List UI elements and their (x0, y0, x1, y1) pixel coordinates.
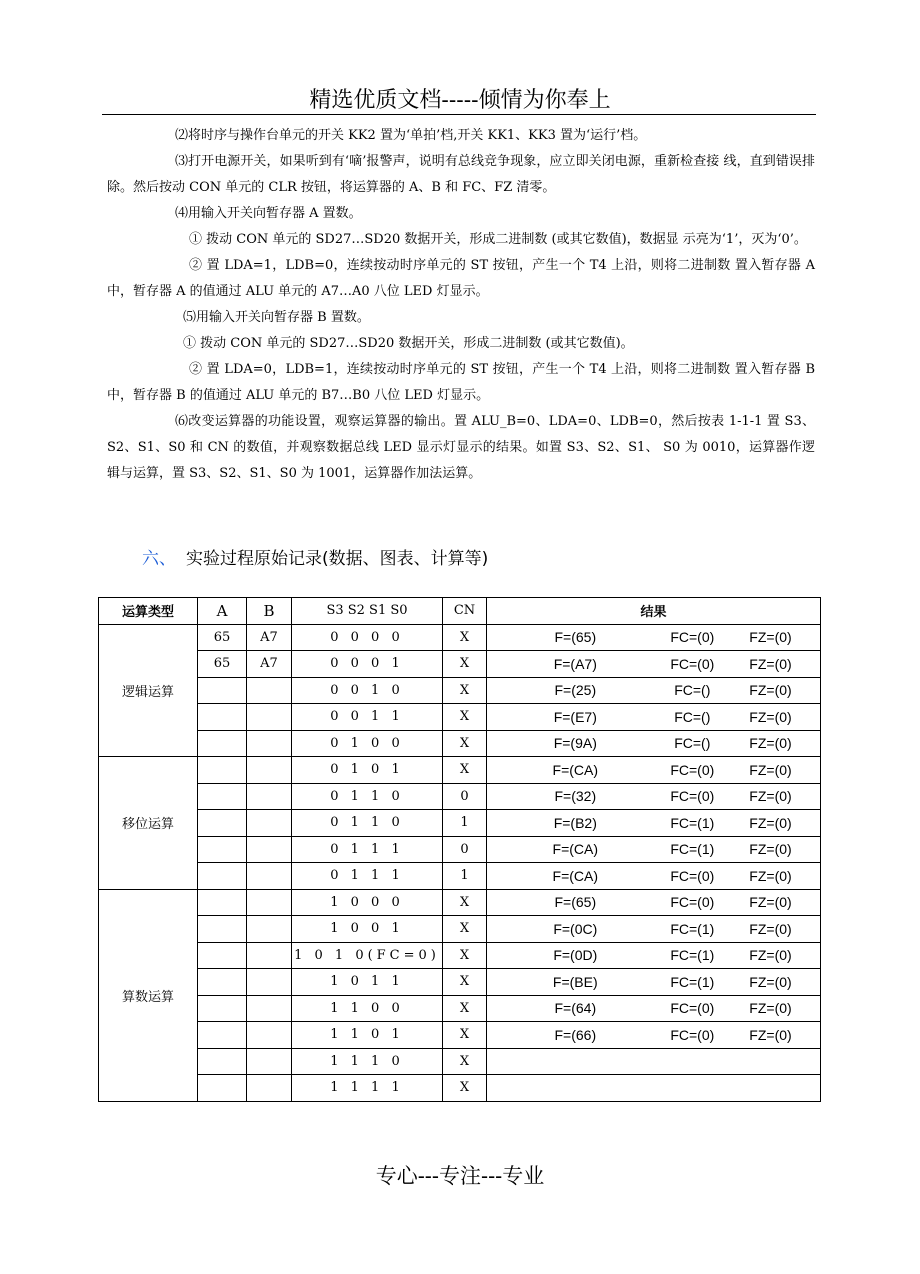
fz-value: FZ=(0) (749, 920, 792, 937)
a-cell (198, 783, 247, 810)
fc-value: FC=() (674, 682, 711, 699)
section-heading (142, 544, 488, 569)
s-bits-cell: 0 1 1 0 (292, 783, 443, 810)
s-bits-cell: 1 0 0 1 (292, 916, 443, 943)
fc-value: FC=() (674, 708, 711, 725)
f-value: F=(65) (554, 629, 597, 646)
cn-cell: X (443, 969, 487, 996)
result-cell (487, 677, 821, 704)
result-cell (487, 889, 821, 916)
header-result: 结果 (487, 598, 821, 625)
cn-cell: X (443, 651, 487, 678)
header-b: B (247, 598, 292, 625)
cn-cell: 0 (443, 836, 487, 863)
f-value: F=(66) (554, 1026, 597, 1043)
b-cell (247, 942, 292, 969)
s-bits-cell: 1 1 0 0 (292, 995, 443, 1022)
op-type-cell: 逻辑运算 (99, 624, 198, 757)
b-cell (247, 704, 292, 731)
header-divider (102, 114, 816, 115)
section-number: 六、 (142, 549, 176, 569)
a-cell (198, 677, 247, 704)
f-value: F=(32) (554, 788, 597, 805)
result-cell (487, 730, 821, 757)
fz-value: FZ=(0) (749, 761, 792, 778)
table-header-row (99, 598, 821, 625)
b-cell (247, 730, 292, 757)
a-cell (198, 969, 247, 996)
cn-cell: X (443, 730, 487, 757)
b-cell (247, 1075, 292, 1102)
header-op-type: 运算类型 (99, 598, 198, 625)
table-row (99, 969, 821, 996)
step-6: ⑹改变运算器的功能设置，观察运算器的输出。置 ALU_B=0、LDA=0、LDB=0，然后按表 1-1-1 置 S3、S2、S1、S0 和 CN 的数值，并观察数据总线 LED 显示灯显示的结果。如置 S3、S2、S1、 S0 为 0010，运算器作逻辑与运算，置 S3、S2、S1、S0 为 1001，运算器作加法运算。 (107, 414, 815, 481)
b-cell (247, 863, 292, 890)
result-cell (487, 995, 821, 1022)
b-cell (247, 810, 292, 837)
cn-cell: X (443, 1022, 487, 1049)
cn-cell: 0 (443, 783, 487, 810)
b-cell (247, 757, 292, 784)
table-row (99, 942, 821, 969)
procedure-text (107, 123, 815, 487)
a-cell (198, 1075, 247, 1102)
fc-value: FC=(0) (670, 655, 715, 672)
fc-value: FC=(0) (670, 1026, 715, 1043)
f-value: F=(A7) (553, 655, 597, 672)
fc-value: FC=(0) (670, 629, 715, 646)
table-row (99, 757, 821, 784)
op-type-cell: 算数运算 (99, 889, 198, 1101)
fc-value: FC=() (674, 735, 711, 752)
b-cell (247, 677, 292, 704)
s-bits-cell: 1 1 1 1 (292, 1075, 443, 1102)
b-cell (247, 889, 292, 916)
table-row (99, 651, 821, 678)
fc-value: FC=(0) (670, 894, 715, 911)
fz-value: FZ=(0) (749, 788, 792, 805)
fz-value: FZ=(0) (749, 973, 792, 990)
cn-cell: X (443, 942, 487, 969)
result-cell (487, 624, 821, 651)
s-bits-cell: 0 0 0 1 (292, 651, 443, 678)
table-row (99, 810, 821, 837)
a-cell (198, 836, 247, 863)
a-cell (198, 704, 247, 731)
s-bits-cell: 0 1 1 0 (292, 810, 443, 837)
fz-value: FZ=(0) (749, 1026, 792, 1043)
fc-value: FC=(0) (670, 867, 715, 884)
page-footer: 专心---专注---专业 (375, 1164, 545, 1188)
a-cell (198, 889, 247, 916)
f-value: F=(9A) (553, 735, 597, 752)
fc-value: FC=(1) (670, 814, 715, 831)
header-a: A (198, 598, 247, 625)
fz-value: FZ=(0) (749, 682, 792, 699)
header-cn: CN (443, 598, 487, 625)
table-row (99, 916, 821, 943)
a-cell (198, 1048, 247, 1075)
cn-cell: X (443, 677, 487, 704)
fz-value: FZ=(0) (749, 814, 792, 831)
b-cell (247, 969, 292, 996)
fz-value: FZ=(0) (749, 867, 792, 884)
fz-value: FZ=(0) (749, 894, 792, 911)
s-bits-cell: 0 1 1 1 (292, 863, 443, 890)
f-value: F=(BE) (552, 973, 598, 990)
result-cell (487, 836, 821, 863)
fz-value: FZ=(0) (749, 655, 792, 672)
s-bits-cell: 1 0 1 1 (292, 969, 443, 996)
cn-cell: 1 (443, 863, 487, 890)
step-4-2: ② 置 LDA=1，LDB=0，连续按动时序单元的 ST 按钮，产生一个 T4 上沿，则将二进制数 置入暂存器 A 中，暂存器 A 的值通过 ALU 单元的 A7…A0 八位 LED 灯显示。 (107, 258, 815, 299)
result-cell (487, 942, 821, 969)
table-row (99, 624, 821, 651)
fz-value: FZ=(0) (749, 735, 792, 752)
a-cell: 65 (198, 624, 247, 651)
f-value: F=(CA) (552, 841, 599, 858)
table-row (99, 836, 821, 863)
result-cell (487, 810, 821, 837)
step-5-2: ② 置 LDA=0，LDB=1，连续按动时序单元的 ST 按钮，产生一个 T4 上沿，则将二进制数 置入暂存器 B 中，暂存器 B 的值通过 ALU 单元的 B7…B0 八位 LED 灯显示。 (107, 362, 815, 403)
f-value: F=(64) (554, 1000, 597, 1017)
f-value: F=(B2) (553, 814, 597, 831)
fc-value: FC=(1) (670, 947, 715, 964)
b-cell: A7 (247, 651, 292, 678)
fz-value: FZ=(0) (749, 629, 792, 646)
b-cell: A7 (247, 624, 292, 651)
s-bits-cell: 0 1 0 1 (292, 757, 443, 784)
fc-value: FC=(1) (670, 973, 715, 990)
page-header: 精选优质文档-----倾情为你奉上 (309, 88, 611, 113)
f-value: F=(0D) (553, 947, 598, 964)
fz-value: FZ=(0) (749, 841, 792, 858)
step-4-1: ① 拨动 CON 单元的 SD27…SD20 数据开关，形成二进制数 (或其它数值)，数据显 示亮为‘1’，灭为‘0’。 (189, 232, 807, 247)
s-bits-cell: 0 1 1 1 (292, 836, 443, 863)
cn-cell: X (443, 995, 487, 1022)
f-value: F=(E7) (553, 708, 597, 725)
b-cell (247, 1022, 292, 1049)
b-cell (247, 995, 292, 1022)
result-cell (487, 1022, 821, 1049)
a-cell (198, 916, 247, 943)
step-5: ⑸用输入开关向暂存器 B 置数。 (183, 310, 370, 325)
table-row (99, 783, 821, 810)
cn-cell: X (443, 624, 487, 651)
fc-value: FC=(0) (670, 1000, 715, 1017)
result-cell (487, 863, 821, 890)
table-row (99, 995, 821, 1022)
s-bits-cell: 1 0 0 0 (292, 889, 443, 916)
a-cell: 65 (198, 651, 247, 678)
a-cell (198, 810, 247, 837)
table-row (99, 1075, 821, 1102)
fz-value: FZ=(0) (749, 708, 792, 725)
table-row (99, 889, 821, 916)
fc-value: FC=(1) (670, 841, 715, 858)
f-value: F=(CA) (552, 761, 599, 778)
table-row (99, 1048, 821, 1075)
result-cell (487, 704, 821, 731)
step-3: ⑶打开电源开关，如果听到有‘嘀’报警声，说明有总线竞争现象，应立即关闭电源，重新检查接 线，直到错误排除。然后按动 CON 单元的 CLR 按钮，将运算器的 A、B 和 FC、FZ 清零。 (107, 154, 815, 195)
record-table (98, 597, 821, 1102)
b-cell (247, 783, 292, 810)
result-cell (487, 757, 821, 784)
f-value: F=(65) (554, 894, 597, 911)
a-cell (198, 995, 247, 1022)
step-4: ⑷用输入开关向暂存器 A 置数。 (175, 206, 362, 221)
s-bits-cell: 0 0 1 0 (292, 677, 443, 704)
result-cell (487, 1048, 821, 1075)
fc-value: FC=(1) (670, 920, 715, 937)
table-row (99, 1022, 821, 1049)
cn-cell: X (443, 889, 487, 916)
s-bits-cell: 1 0 1 0(FC=0) (292, 942, 443, 969)
section-title: 实验过程原始记录(数据、图表、计算等) (186, 549, 489, 569)
op-type-cell: 移位运算 (99, 757, 198, 890)
step-5-1: ① 拨动 CON 单元的 SD27…SD20 数据开关，形成二进制数 (或其它数值)。 (183, 336, 634, 351)
cn-cell: X (443, 1048, 487, 1075)
a-cell (198, 942, 247, 969)
result-cell (487, 1075, 821, 1102)
table-row (99, 730, 821, 757)
fz-value: FZ=(0) (749, 947, 792, 964)
s-bits-cell: 1 1 1 0 (292, 1048, 443, 1075)
a-cell (198, 1022, 247, 1049)
fc-value: FC=(0) (670, 761, 715, 778)
cn-cell: X (443, 757, 487, 784)
f-value: F=(0C) (553, 920, 598, 937)
table-row (99, 677, 821, 704)
result-cell (487, 916, 821, 943)
b-cell (247, 1048, 292, 1075)
a-cell (198, 757, 247, 784)
s-bits-cell: 0 1 0 0 (292, 730, 443, 757)
b-cell (247, 836, 292, 863)
result-cell (487, 783, 821, 810)
fc-value: FC=(0) (670, 788, 715, 805)
a-cell (198, 863, 247, 890)
s-bits-cell: 0 0 1 1 (292, 704, 443, 731)
table-row (99, 863, 821, 890)
cn-cell: X (443, 916, 487, 943)
f-value: F=(CA) (552, 867, 599, 884)
step-2: ⑵将时序与操作台单元的开关 KK2 置为‘单拍’档,开关 KK1、KK3 置为‘运行’档。 (175, 128, 647, 143)
header-s-bits: S3 S2 S1 S0 (292, 598, 443, 625)
a-cell (198, 730, 247, 757)
table-row (99, 704, 821, 731)
cn-cell: X (443, 1075, 487, 1102)
b-cell (247, 916, 292, 943)
s-bits-cell: 0 0 0 0 (292, 624, 443, 651)
cn-cell: X (443, 704, 487, 731)
result-cell (487, 651, 821, 678)
s-bits-cell: 1 1 0 1 (292, 1022, 443, 1049)
f-value: F=(25) (554, 682, 597, 699)
fz-value: FZ=(0) (749, 1000, 792, 1017)
cn-cell: 1 (443, 810, 487, 837)
result-cell (487, 969, 821, 996)
